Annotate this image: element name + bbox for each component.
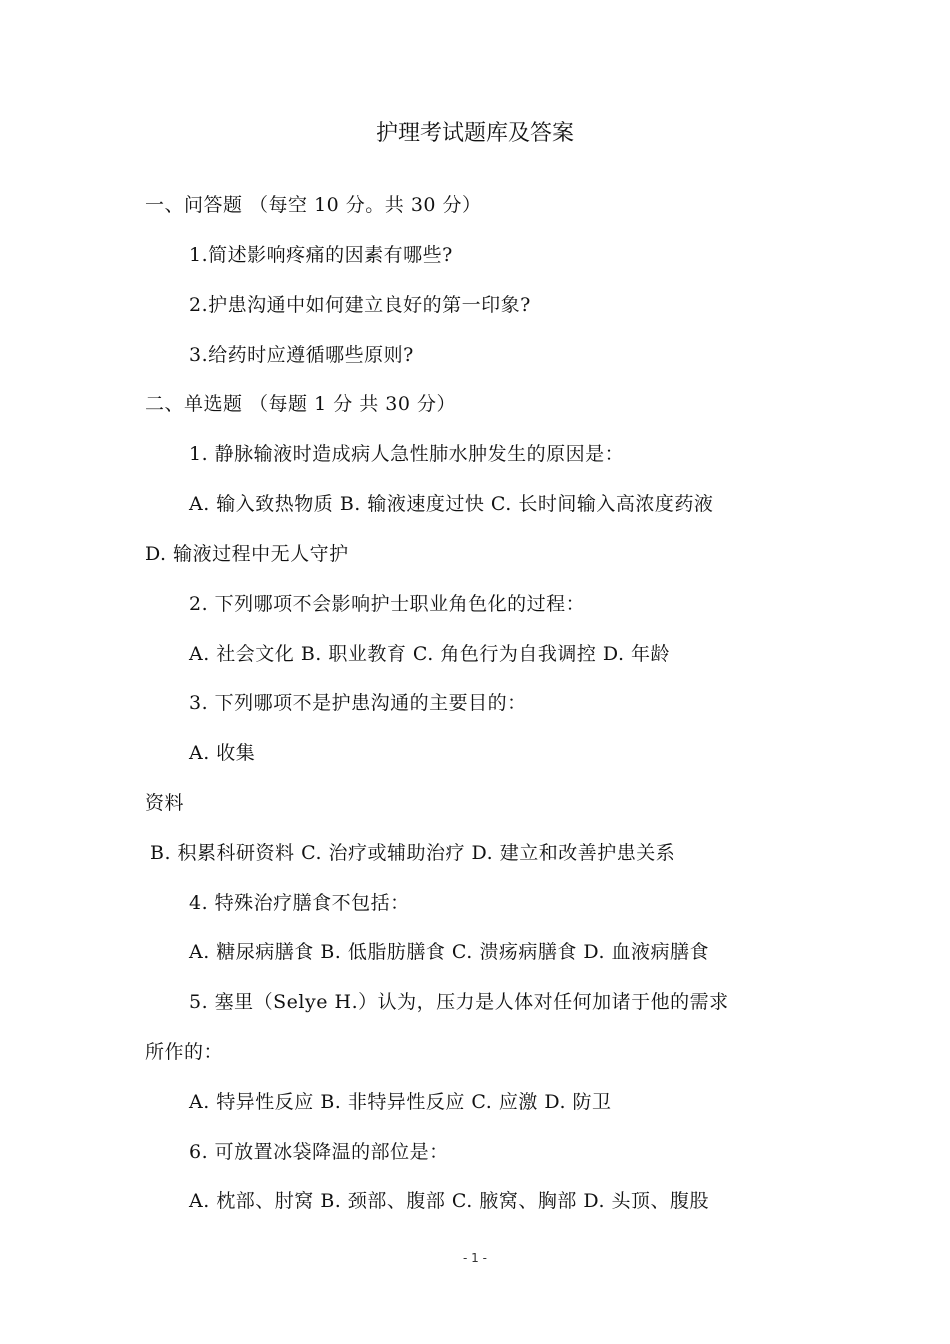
question-5-stem-continued: 所作的： — [145, 1041, 224, 1063]
question-3-option-a-continued: 资料 — [145, 792, 185, 814]
section-heading-single-choice: 二、单选题 （每题 1 分 共 30 分） — [145, 393, 457, 415]
question-3-options: B. 积累科研资料 C. 治疗或辅助治疗 D. 建立和改善护患关系 — [150, 842, 676, 864]
page-number: - 1 - — [463, 1251, 487, 1265]
question-2-stem: 2. 下列哪项不会影响护士职业角色化的过程： — [189, 593, 586, 615]
essay-question-2: 2.护患沟通中如何建立良好的第一印象? — [189, 294, 531, 316]
question-1-stem: 1. 静脉输液时造成病人急性肺水肿发生的原因是： — [189, 443, 625, 465]
question-5-options: A. 特异性反应 B. 非特异性反应 C. 应激 D. 防卫 — [189, 1091, 612, 1113]
question-3-option-a: A. 收集 — [189, 742, 256, 764]
essay-question-3: 3.给药时应遵循哪些原则? — [189, 344, 414, 366]
question-2-options: A. 社会文化 B. 职业教育 C. 角色行为自我调控 D. 年龄 — [189, 643, 671, 665]
question-3-stem: 3. 下列哪项不是护患沟通的主要目的： — [189, 692, 527, 714]
question-6-options: A. 枕部、肘窝 B. 颈部、腹部 C. 腋窝、胸部 D. 头顶、腹股 — [189, 1190, 710, 1212]
question-1-options: A. 输入致热物质 B. 输液速度过快 C. 长时间输入高浓度药液 — [189, 493, 714, 515]
question-1-options-continued: D. 输液过程中无人守护 — [145, 543, 349, 565]
question-5-stem: 5. 塞里（Selye H.）认为，压力是人体对任何加诸于他的需求 — [189, 991, 729, 1013]
question-4-stem: 4. 特殊治疗膳食不包括： — [189, 892, 410, 914]
essay-question-1: 1.简述影响疼痛的因素有哪些? — [189, 244, 453, 266]
section-heading-essay: 一、问答题 （每空 10 分。共 30 分） — [145, 194, 482, 216]
document-title: 护理考试题库及答案 — [375, 121, 574, 146]
question-6-stem: 6. 可放置冰袋降温的部位是： — [189, 1141, 449, 1163]
question-4-options: A. 糖尿病膳食 B. 低脂肪膳食 C. 溃疡病膳食 D. 血液病膳食 — [189, 941, 710, 963]
